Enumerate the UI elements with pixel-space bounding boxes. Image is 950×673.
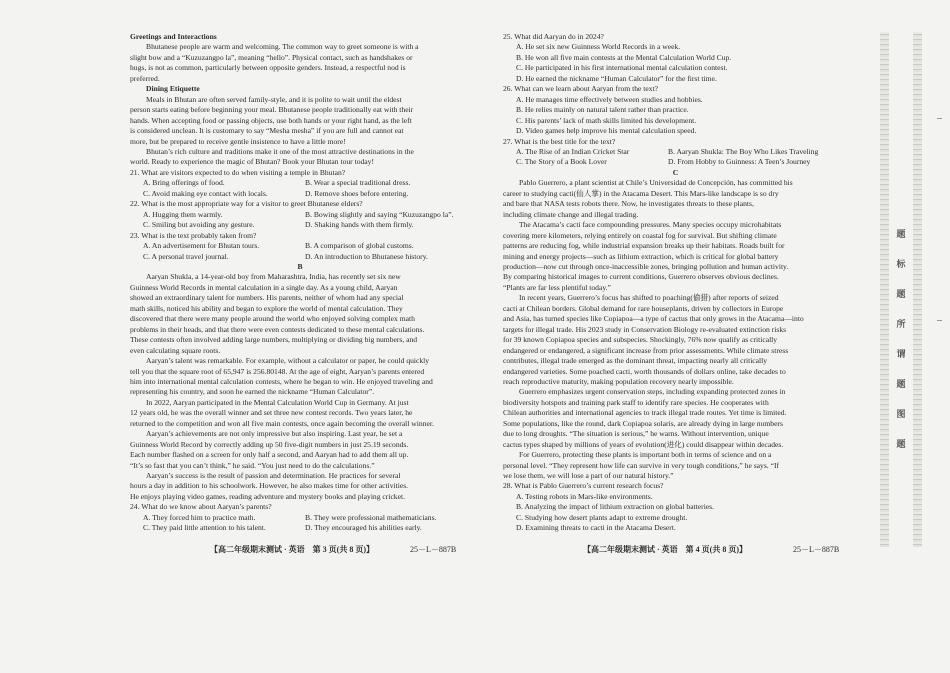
question-25: 25. What did Aaryan do in 2024?	[503, 32, 604, 41]
option: C. A personal travel journal.	[143, 251, 229, 261]
margin-tick	[937, 320, 942, 321]
option: B. Aaryan Shukla: The Boy Who Likes Traveling	[668, 146, 819, 156]
footer-code: 25－L－887B	[793, 545, 840, 554]
text-line: endangered or endangered, a significant increase from prior assessments. While climate stress	[503, 345, 789, 355]
option: B. Analyzing the impact of lithium extraction on global batteries.	[516, 502, 715, 512]
options-row	[130, 252, 470, 262]
text-line: 12 years old, he was the overall winner and set three new contest records. Two years later, he	[130, 408, 413, 418]
option: C. He participated in his first international mental calculation contest.	[516, 63, 728, 73]
option: A. An advertisement for Bhutan tours.	[143, 241, 260, 251]
options-row	[130, 189, 470, 199]
text-line: contributes, illegal trade emerged as the dominant threat, impacting nearly all critically	[503, 356, 768, 366]
binding-char: 题	[896, 230, 906, 240]
text-line: Meals in Bhutan are often served family-style, and it is polite to wait until the eldest	[146, 94, 402, 104]
text-line: Guinness World Record by correctly adding up 50 five-digit numbers in just 25.19 seconds.	[130, 439, 409, 449]
margin-tick	[937, 118, 942, 119]
option: C. They paid little attention to his talent.	[143, 523, 266, 533]
text-line: is considered unclean. It is customary to say “Mesha mesha” if you are full and cannot eat	[130, 126, 404, 136]
text-line: and Asia, has turned species like Copiapoa—a type of cactus that only grows in the Atacama—into	[503, 314, 804, 324]
text-line: Aaryan Shukla, a 14-year-old boy from Maharashtra, India, has recently set six new	[146, 272, 401, 282]
option: C. Smiling but avoiding any gesture.	[143, 220, 255, 230]
text-line: tell you that the square root of 65,947 is 256.80148. At the age of eight, Aaryan’s parents entered	[130, 366, 425, 376]
options-row	[130, 513, 470, 523]
footer-code: 25－L－887B	[410, 545, 457, 554]
text-line: Aaryan’s achievements are not only impressive but also inspiring. Last year, he set a	[146, 429, 403, 439]
option: B. He relies mainly on natural talent rather than practice.	[516, 105, 689, 115]
text-line: Some populations, like the round, dark Copiapoa solaris, are already dying in large numbers	[503, 418, 783, 428]
option: B. He won all five main contests at the Mental Calculation World Cup.	[516, 52, 732, 62]
option: D. Examining threats to cacti in the Atacama Desert.	[516, 523, 676, 533]
binding-char: 图	[896, 410, 906, 420]
section-title-dining: Dining Etiquette	[146, 84, 200, 94]
option: C. Avoid making eye contact with locals.	[143, 188, 268, 198]
binding-strip	[880, 32, 922, 547]
text-line: slight bow and a “Kuzuzangpo la”, meaning “hello”. Physical contact, such as handshakes or	[130, 52, 413, 62]
page-footer-left	[210, 544, 457, 555]
binding-char: 谓	[896, 350, 906, 360]
text-line: world. Ready to experience the magic of Bhutan? Book your Bhutan tour today!	[130, 157, 374, 167]
text-line: reach reproductive maturity, making population recovery nearly impossible.	[503, 376, 734, 386]
text-line: Aaryan’s success is the result of passion and determination. He practices for several	[146, 471, 401, 481]
text-line: He enjoys playing video games, reading adventure and mystery books and playing cricket.	[130, 491, 405, 501]
text-line: Guerrero emphasizes urgent conservation steps, including expanding protected zones in	[519, 387, 786, 397]
text-line: discovered that there were many people around the world who enjoyed solving complex math	[130, 314, 415, 324]
option: C. The Story of a Book Lover	[516, 157, 607, 167]
option: D. Remove shoes before entering.	[305, 188, 409, 198]
text-line: Bhutanese people are warm and welcoming. The common way to greet someone is with a	[146, 42, 419, 52]
text-line: personal level. “They represent how life can survive in very tough conditions,” he says. “If	[503, 460, 780, 470]
footer-label: 【高二年级期末测试 · 英语 第 3 页(共 8 页)】	[210, 545, 374, 554]
text-line: showed an extraordinary talent for numbers. His parents, neither of whom had any special	[130, 293, 404, 303]
text-line: him into international mental calculation contests, where he began to win. He enjoyed traveling and	[130, 376, 433, 386]
text-line: Guinness World Records in mental calculation in a single day. As a young child, Aaryan	[130, 282, 398, 292]
option: D. They encouraged his abilities early.	[305, 523, 422, 533]
question-23: 23. What is the text probably taken from?	[130, 230, 257, 240]
text-line: hugs, is not as common, particularly between opposite genders. Instead, a respectful nod is	[130, 63, 406, 73]
text-line: preferred.	[130, 73, 160, 83]
text-line: representing his country, and soon he earned the nickname “Human Calculator”.	[130, 387, 375, 397]
options-row	[130, 241, 470, 251]
section-marker-c: C	[672, 167, 679, 177]
option: D. He earned the nickname “Human Calculator” for the first time.	[516, 73, 717, 83]
text-line: hours a day in addition to his schoolwork. However, he also makes time for other activities.	[130, 481, 409, 491]
option: A. He manages time effectively between studies and hobbies.	[516, 94, 703, 104]
text-line: By comparing historical images to current conditions, Guerrero observes obvious declines.	[503, 272, 779, 282]
text-line: Aaryan’s talent was remarkable. For example, without a calculator or paper, he could quickly	[146, 356, 430, 366]
question-28: 28. What is Pablo Guerrero’s current research focus?	[503, 481, 664, 491]
question-26: 26. What can we learn about Aaryan from the text?	[503, 84, 659, 94]
text-line: due to long droughts. “The situation is serious,” he warns. Without intervention, unique	[503, 429, 769, 439]
options-row	[503, 157, 848, 167]
option: A. Testing robots in Mars-like environments.	[516, 491, 653, 501]
text-line: career to studying cacti(仙人掌) in the Atacama Desert. This Mars-like landscape is so dry	[503, 188, 779, 198]
option: D. From Hobby to Guinness: A Teen’s Journey	[668, 157, 811, 167]
options-row	[130, 210, 470, 220]
text-line: cactus types shaped by millions of years of evolution(进化) could disappear within decades.	[503, 439, 784, 449]
page-3-column	[130, 32, 470, 534]
option: A. The Rise of an Indian Cricket Star	[516, 146, 630, 156]
text-line: These contests often involved adding large numbers, multiplying or dividing big numbers, and	[130, 335, 418, 345]
question-24: 24. What do we know about Aaryan’s parents?	[130, 502, 272, 512]
options-row	[503, 147, 848, 157]
text-line: For Guerrero, protecting these plants is important both in terms of science and on a	[519, 450, 772, 460]
text-line: person starts eating before beginning your meal. Bhutanese people traditionally eat with their	[130, 105, 414, 115]
text-line: Each number flashed on a screen for only half a second, and Aaryan had to add them all up.	[130, 450, 409, 460]
text-line: production—now cut through once-inaccessible zones, bringing pollution and human activity.	[503, 261, 789, 271]
text-line: mining and energy projects—such as lithium extraction, which is critical for global battery	[503, 251, 779, 261]
text-line: “Plants are far less plentiful today.”	[503, 282, 611, 292]
option: D. Video games help improve his mental calculation speed.	[516, 126, 697, 136]
text-line: The Atacama’s cacti face compounding pressures. Many species occupy microhabitats	[519, 220, 782, 230]
option: A. He set six new Guinness World Records in a week.	[516, 42, 681, 52]
text-line: Bhutan’s rich culture and traditions make it one of the most attractive destinations in the	[146, 146, 414, 156]
option: D. Shaking hands with them firmly.	[305, 220, 414, 230]
section-marker-b: B	[297, 261, 303, 271]
text-line: hands. When accepting food or passing objects, use both hands or your right hand, as the left	[130, 115, 412, 125]
page-4-column	[503, 32, 848, 534]
text-line: even calculating square roots.	[130, 345, 221, 355]
question-22: 22. What is the most appropriate way for a visitor to greet Bhutanese elders?	[130, 199, 363, 209]
option: A. Bring offerings of food.	[143, 178, 225, 188]
text-line: and bare that NASA tests robots there. Now, he investigates threats to these plants,	[503, 199, 754, 209]
text-line: patterns are reducing fog, while industrial expansion breaks up their habitats. Roads built for	[503, 241, 785, 251]
text-line: In recent years, Guerrero’s focus has shifted to poaching(偷猎) after reports of seized	[519, 293, 779, 303]
text-line: problems in their heads, and that there were even contests dedicated to these mental calculations.	[130, 324, 425, 334]
text-line: biodiversity hotspots and training park staff to identify rare species. He cooperates with	[503, 397, 769, 407]
text-line: covering mere kilometers, relying entirely on coastal fog for survival. But shifting climate	[503, 230, 777, 240]
text-line: “It’s so fast that you can’t think,” he said. “You just need to do the calculations.”	[130, 460, 375, 470]
text-line: Pablo Guerrero, a plant scientist at Chile’s Universidad de Concepción, has committed his	[519, 178, 793, 188]
binding-char: 所	[896, 320, 906, 330]
text-line: cacti at Chilean borders. Global demand for rare houseplants, driven by collectors in Europe	[503, 303, 784, 313]
binding-char: 题	[896, 380, 906, 390]
option: C. His parents’ lack of math skills limited his development.	[516, 115, 697, 125]
binding-char: 题	[896, 290, 906, 300]
binding-char: 标	[896, 260, 906, 270]
text-line: more, but be prepared to receive gentle insistence to have a little more!	[130, 136, 346, 146]
text-line: returned to the competition and won all five main contests, once again becoming the overall winner.	[130, 418, 434, 428]
options-row	[130, 178, 470, 188]
text-line: math skills, noticed his ability and began to explore the world of mental calculation. They	[130, 303, 403, 313]
question-27: 27. What is the best title for the text?	[503, 136, 616, 146]
option: A. They forced him to practice math.	[143, 512, 256, 522]
question-21: 21. What are visitors expected to do when visiting a temple in Bhutan?	[130, 167, 346, 177]
option: D. An introduction to Bhutanese history.	[305, 251, 428, 261]
footer-label: 【高二年级期末测试 · 英语 第 4 页(共 8 页)】	[583, 545, 747, 554]
text-line: including climate change and illegal trading.	[503, 209, 639, 219]
option: B. Wear a special traditional dress.	[305, 178, 411, 188]
page-footer-right	[583, 544, 840, 555]
option: A. Hugging them warmly.	[143, 209, 223, 219]
text-line: In 2022, Aaryan participated in the Mental Calculation World Cup in Germany. At just	[146, 397, 409, 407]
section-title-greetings: Greetings and Interactions	[130, 32, 217, 41]
text-line: we lose them, we will lose a part of our natural history.”	[503, 471, 674, 481]
text-line: Chilean authorities and international agencies to track illegal trade routes. Yet time is limited.	[503, 408, 787, 418]
options-row	[130, 220, 470, 230]
option: B. Bowing slightly and saying “Kuzuzangpo la”.	[305, 209, 454, 219]
option: B. They were professional mathematicians.	[305, 512, 437, 522]
text-line: for 39 known Copiapoa species and subspecies. Shockingly, 76% now qualify as critically	[503, 335, 778, 345]
options-row	[130, 523, 470, 533]
option: B. A comparison of global customs.	[305, 241, 414, 251]
option: C. Studying how desert plants adapt to extreme drought.	[516, 512, 688, 522]
text-line: endangered varieties. Some poached cacti, worth thousands of dollars online, take decades to	[503, 366, 786, 376]
binding-char: 题	[896, 440, 906, 450]
text-line: targets for illegal trade. His 2023 study in Conservation Biology re-evaluated extinction risks	[503, 324, 787, 334]
